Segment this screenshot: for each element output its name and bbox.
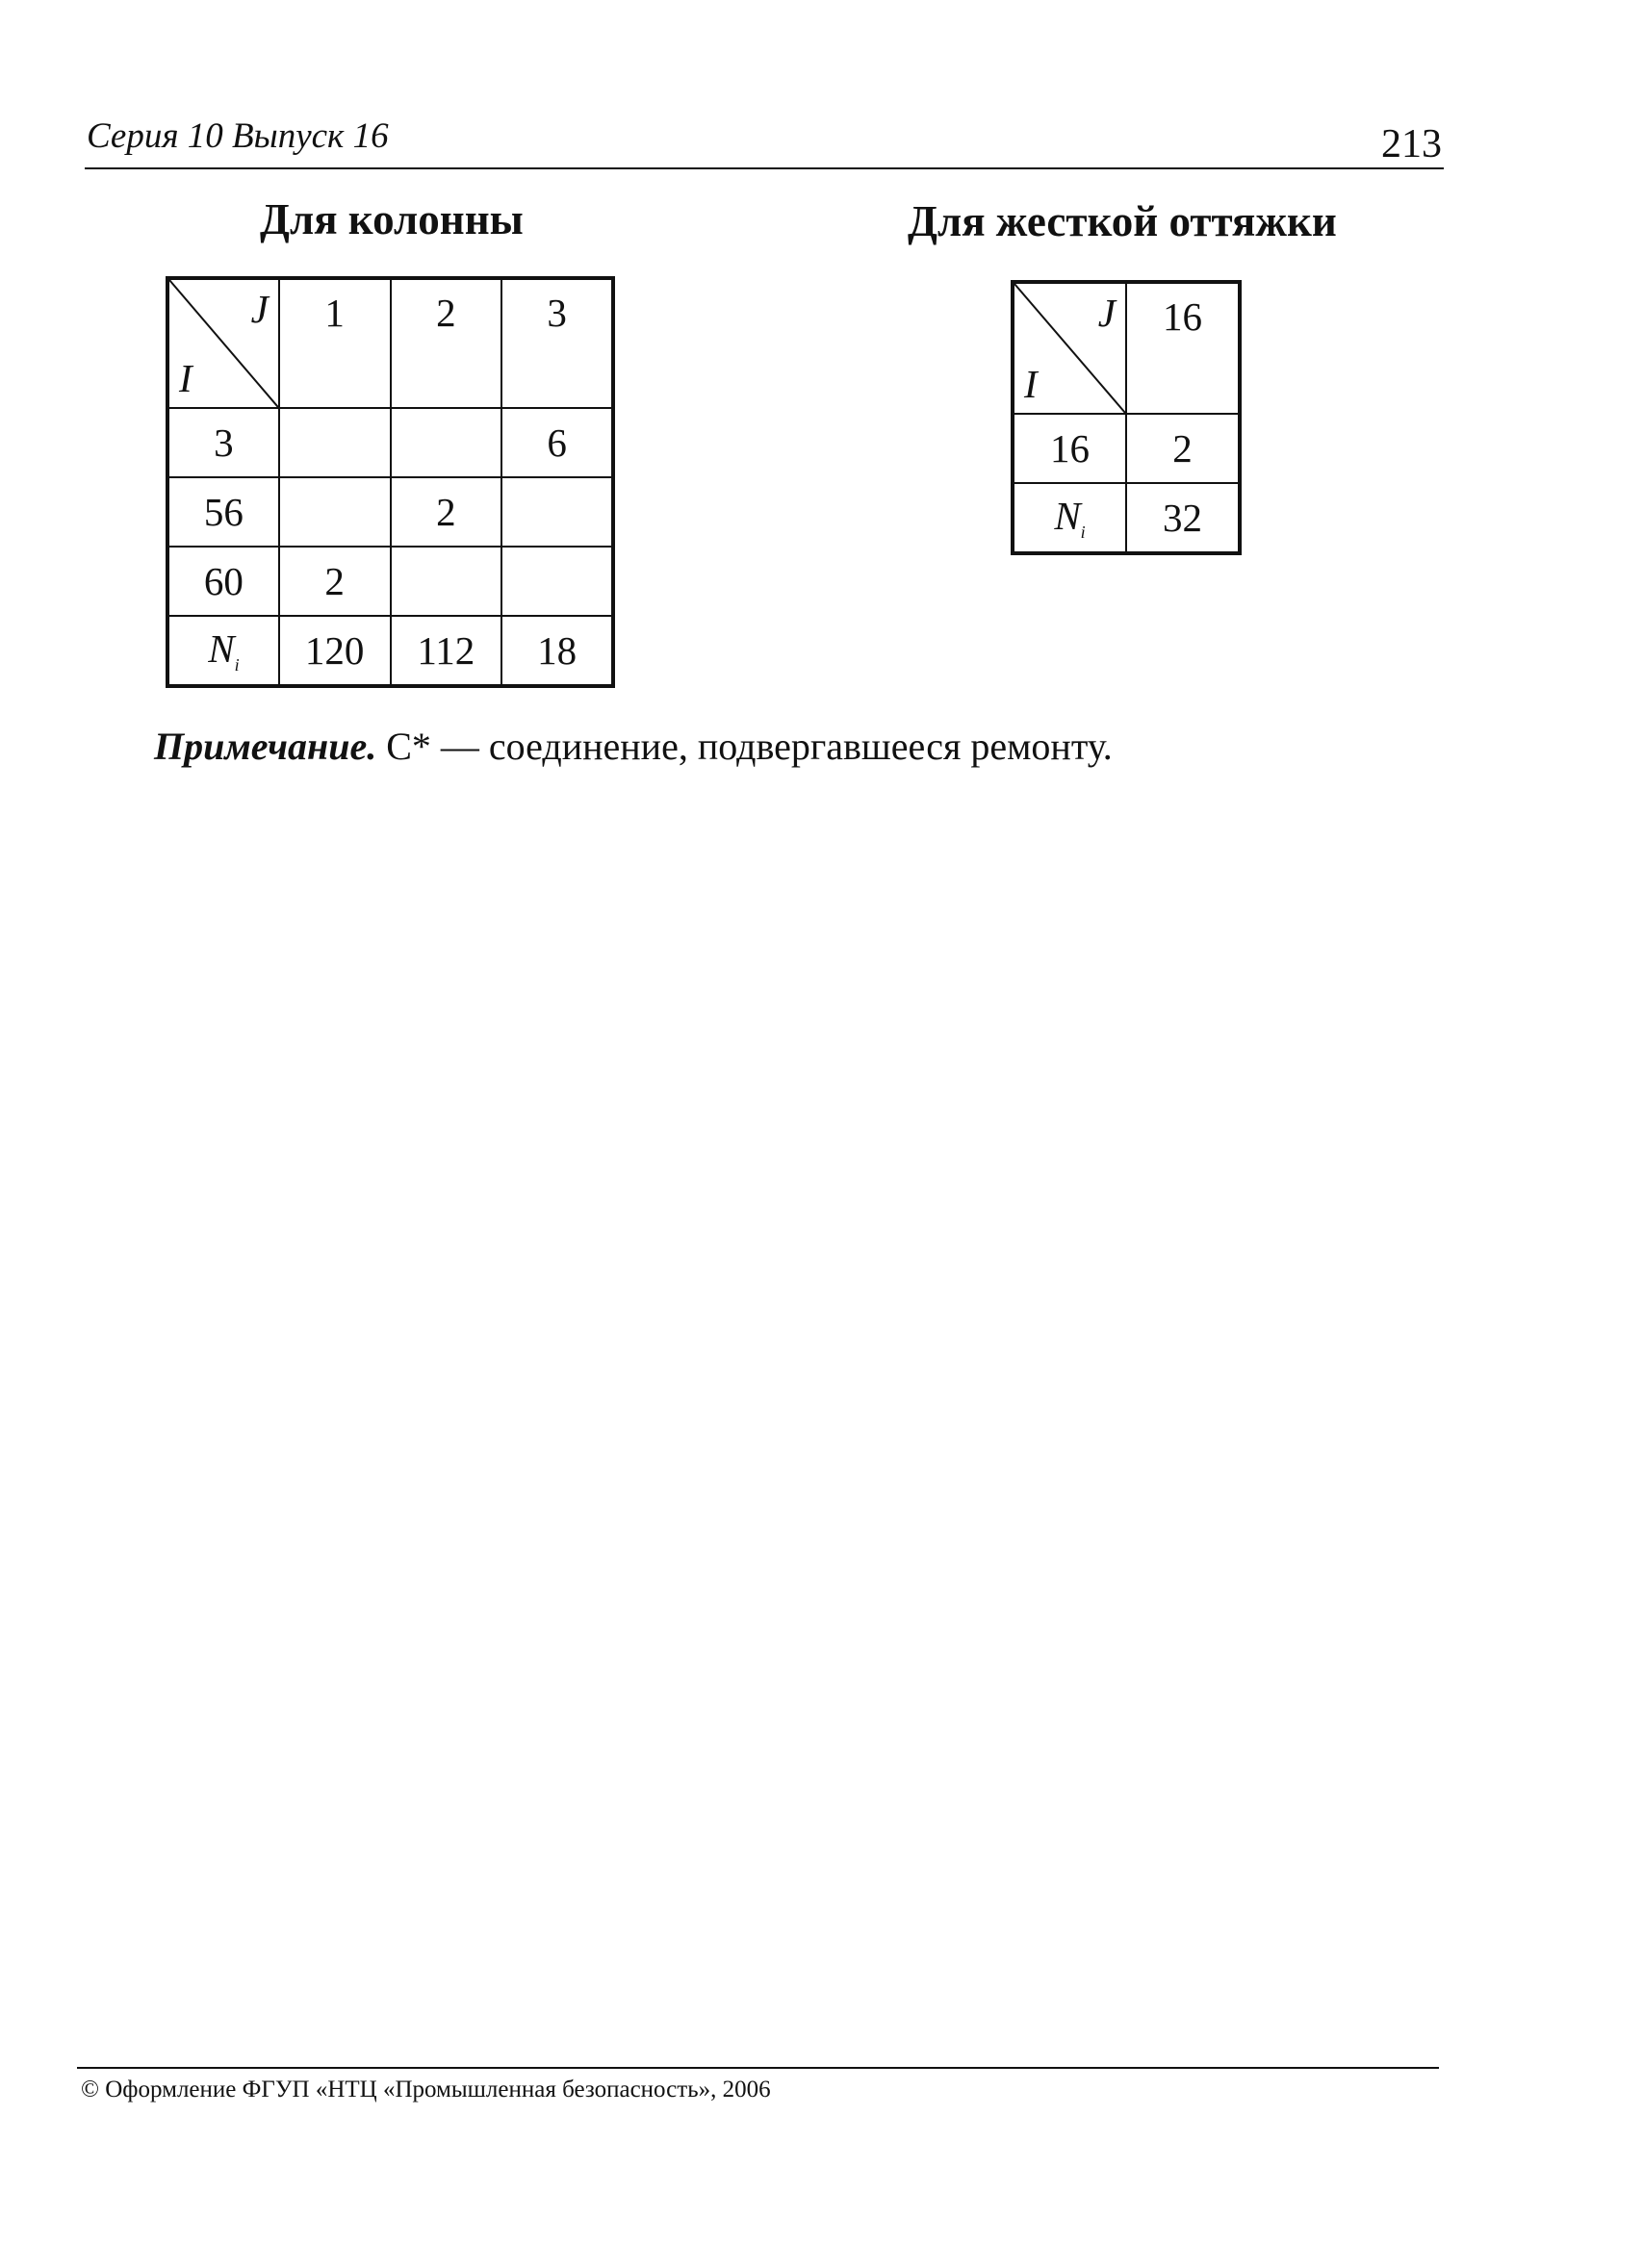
table-row [1013, 414, 1240, 483]
table-cell [501, 477, 613, 547]
corner-cell [167, 278, 279, 408]
row-label: 60 [167, 547, 279, 616]
table-cell [391, 408, 502, 477]
table-cell: 6 [501, 408, 613, 477]
total-cell: 120 [279, 616, 391, 686]
table-row [167, 477, 613, 547]
totals-subscript: i [1080, 522, 1086, 543]
totals-label [1013, 483, 1126, 553]
total-cell: 18 [501, 616, 613, 686]
table-row [167, 547, 613, 616]
table-cell: 2 [1126, 414, 1240, 483]
corner-j-label: J [250, 287, 269, 331]
table-row [167, 408, 613, 477]
note-text: С* — соединение, подвергавшееся ремонту. [376, 725, 1113, 768]
row-label: 16 [1013, 414, 1126, 483]
footer-copyright: © Оформление ФГУП «НТЦ «Промышленная безопасность», 2006 [81, 2077, 771, 2102]
corner-j-label: J [1097, 291, 1116, 335]
column-header: 1 [279, 278, 391, 408]
note-label: Примечание. [154, 725, 377, 768]
table-cell [501, 547, 613, 616]
corner-i-label: I [1024, 362, 1038, 406]
corner-cell [1013, 282, 1126, 414]
totals-label [167, 616, 279, 686]
total-cell: 32 [1126, 483, 1240, 553]
page-number: 213 [1381, 122, 1442, 166]
table-cell [391, 547, 502, 616]
column-table-title: Для колонны [260, 195, 524, 243]
table-cell: 2 [391, 477, 502, 547]
series-issue: Серия 10 Выпуск 16 [87, 116, 389, 156]
corner-i-label: I [179, 356, 193, 400]
page-header [85, 114, 1444, 169]
table-cell: 2 [279, 547, 391, 616]
note [154, 724, 1113, 769]
footer-divider [77, 2067, 1439, 2069]
totals-symbol: N [1054, 493, 1081, 538]
totals-symbol: N [208, 625, 235, 671]
totals-row [167, 616, 613, 686]
column-header: 2 [391, 278, 502, 408]
guy-table [1011, 280, 1242, 555]
totals-subscript: i [234, 655, 240, 675]
row-label: 3 [167, 408, 279, 477]
column-header: 16 [1126, 282, 1240, 414]
table-cell [279, 408, 391, 477]
table-cell [279, 477, 391, 547]
column-table [166, 276, 615, 688]
total-cell: 112 [391, 616, 502, 686]
totals-row [1013, 483, 1240, 553]
column-header: 3 [501, 278, 613, 408]
guy-table-title: Для жесткой оттяжки [908, 197, 1337, 245]
row-label: 56 [167, 477, 279, 547]
